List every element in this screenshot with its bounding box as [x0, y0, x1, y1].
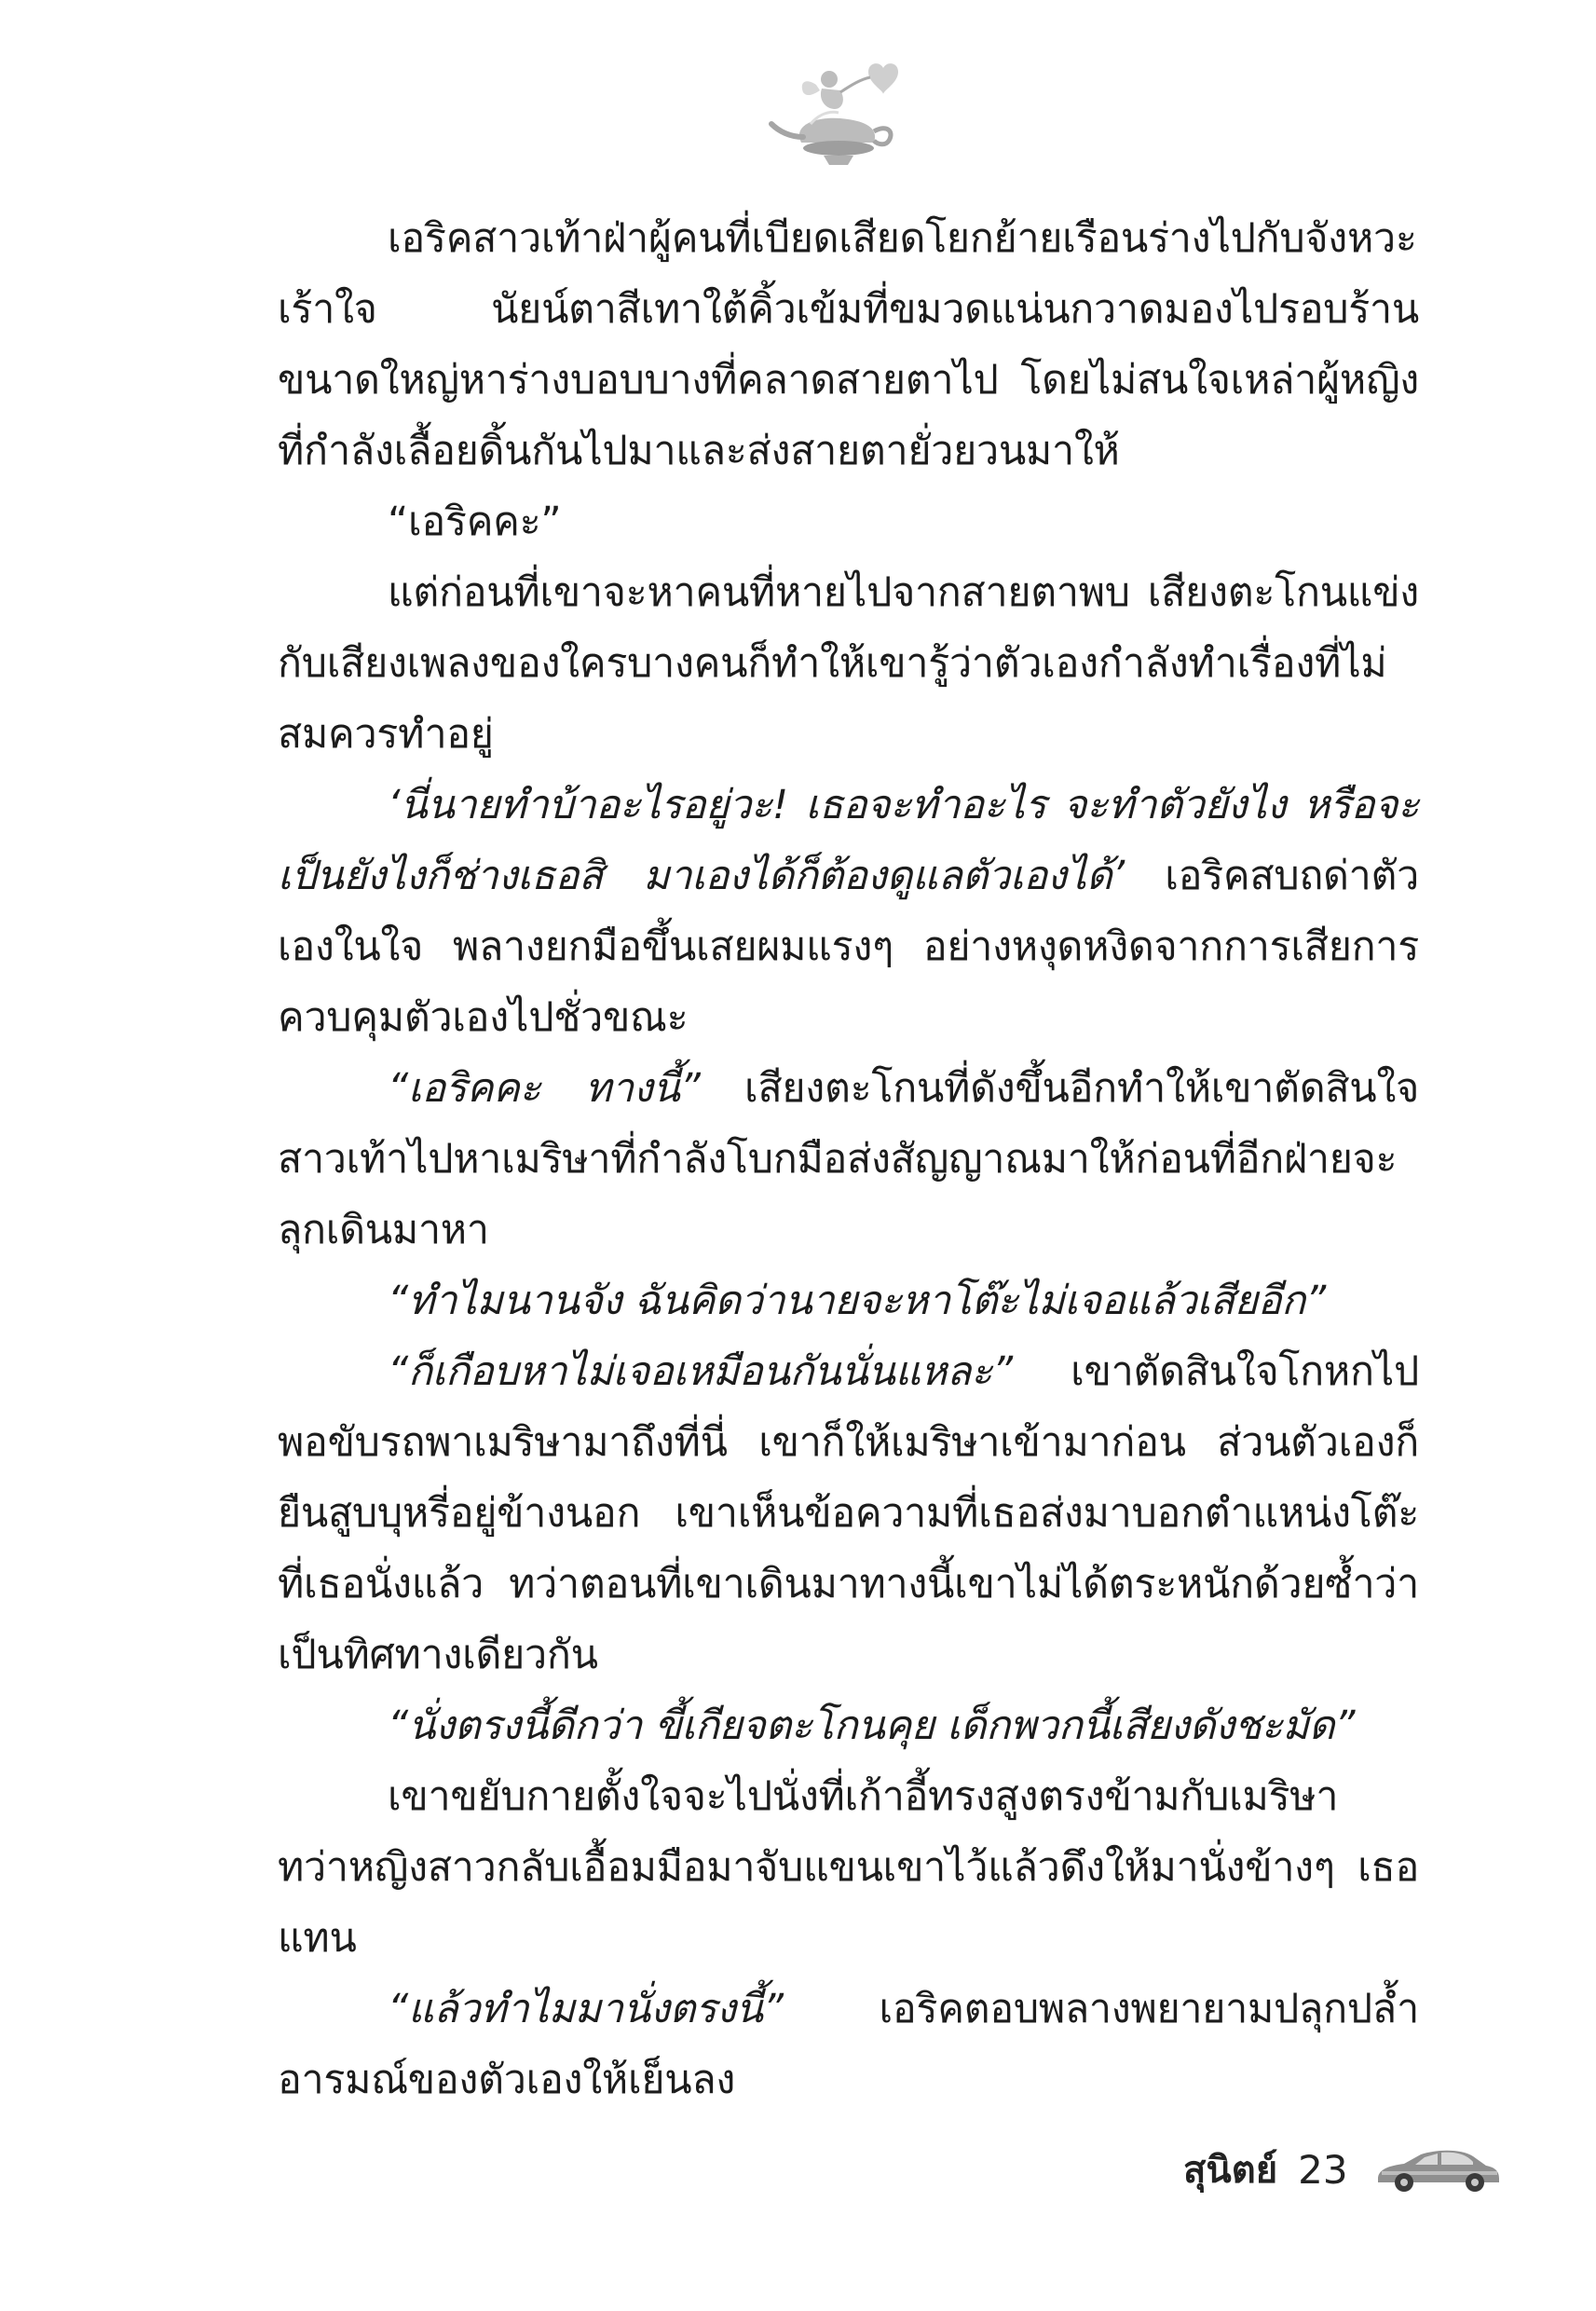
page-footer [1183, 2141, 1503, 2197]
story-text [278, 203, 1419, 2115]
italic-text-segment: ‘นี่นายทำบ้าอะไรอยู่วะ! เธอจะทำอะไร จะทำตัวยังไง หรือจะเป็นยังไงก็ช่างเธอสิ มาเองได้ก็ต้องดูแลตัวเองได้’ [278, 782, 1419, 899]
paragraph [278, 486, 1419, 557]
author-name: สุนิตย์ [1183, 2149, 1278, 2192]
paragraph [278, 1053, 1419, 1265]
text-segment: เอริคสาวเท้าฝ่าผู้คนที่เบียดเสียดโยกย้ายเรือนร่างไปกับจังหวะเร้าใจ นัยน์ตาสีเทาใต้คิ้วเข้มที่ขมวดแน่นกวาดมองไปรอบร้านขนาดใหญ่หาร่างบอบบางที่คลาดสายตาไป โดยไม่สนใจเหล่าผู้หญิงที่กำลังเลื้อยดิ้นกันไปมาและส่งสายตายั่วยวนมาให้ [278, 215, 1419, 474]
paragraph [278, 1974, 1419, 2115]
text-segment: เขาขยับกายตั้งใจจะไปนั่งที่เก้าอี้ทรงสูงตรงข้ามกับเมริษา ทว่าหญิงสาวกลับเอื้อมมือมาจับแขนเขาไว้แล้วดึงให้มานั่งข้างๆ เธอแทน [278, 1773, 1419, 1962]
italic-text-segment: “ทำไมนานจัง ฉันคิดว่านายจะหาโต๊ะไม่เจอแล้วเสียอีก” [388, 1278, 1327, 1324]
cupid-teapot-ornament-icon [764, 51, 904, 182]
paragraph [278, 557, 1419, 770]
italic-text-segment: “ก็เกือบหาไม่เจอเหมือนกันนั่นแหละ” [388, 1348, 1013, 1395]
text-segment: เอริคตอบพลางพยายามปลุกปล้ำอารมณ์ของตัวเองให้เย็นลง [278, 1986, 1419, 2103]
paragraph [278, 1690, 1419, 1761]
italic-text-segment: “นั่งตรงนี้ดีกว่า ขี้เกียจตะโกนคุย เด็กพวกนี้เสียงดังชะมัด” [388, 1702, 1356, 1749]
car-icon [1372, 2141, 1503, 2197]
text-segment: เอริคสบถด่าตัวเองในใจ พลางยกมือขึ้นเสยผมแรงๆ อย่างหงุดหงิดจากการเสียการควบคุมตัวเองไปชั่วขณะ [278, 853, 1419, 1041]
paragraph [278, 1761, 1419, 1974]
paragraph [278, 1336, 1419, 1690]
paragraph [278, 203, 1419, 486]
paragraph [278, 770, 1419, 1053]
paragraph [278, 1265, 1419, 1336]
italic-text-segment: “แล้วทำไมมานั่งตรงนี้” [388, 1986, 784, 2032]
text-segment: แต่ก่อนที่เขาจะหาคนที่หายไปจากสายตาพบ เสียงตะโกนแข่งกับเสียงเพลงของใครบางคนก็ทำให้เขารู้ว่าตัวเองกำลังทำเรื่องที่ไม่สมควรทำอยู่ [278, 569, 1419, 758]
page-number: 23 [1298, 2146, 1348, 2193]
text-segment: “เอริคคะ” [388, 499, 562, 545]
italic-text-segment: “เอริคคะ ทางนี้” [388, 1065, 701, 1112]
text-segment: เสียงตะโกนที่ดังขึ้นอีกทำให้เขาตัดสินใจสาวเท้าไปหาเมริษาที่กำลังโบกมือส่งสัญญาณมาให้ก่อนที่อีกฝ่ายจะลุกเดินมาหา [278, 1065, 1419, 1253]
text-segment: เขาตัดสินใจโกหกไป พอขับรถพาเมริษามาถึงที่นี่ เขาก็ให้เมริษาเข้ามาก่อน ส่วนตัวเองก็ยืนสูบบุหรี่อยู่ข้างนอก เขาเห็นข้อความที่เธอส่งมาบอกตำแหน่งโต๊ะที่เธอนั่งแล้ว ทว่าตอนที่เขาเดินมาทางนี้เขาไม่ได้ตระหนักด้วยซ้ำว่าเป็นทิศทางเดียวกัน [278, 1348, 1419, 1678]
